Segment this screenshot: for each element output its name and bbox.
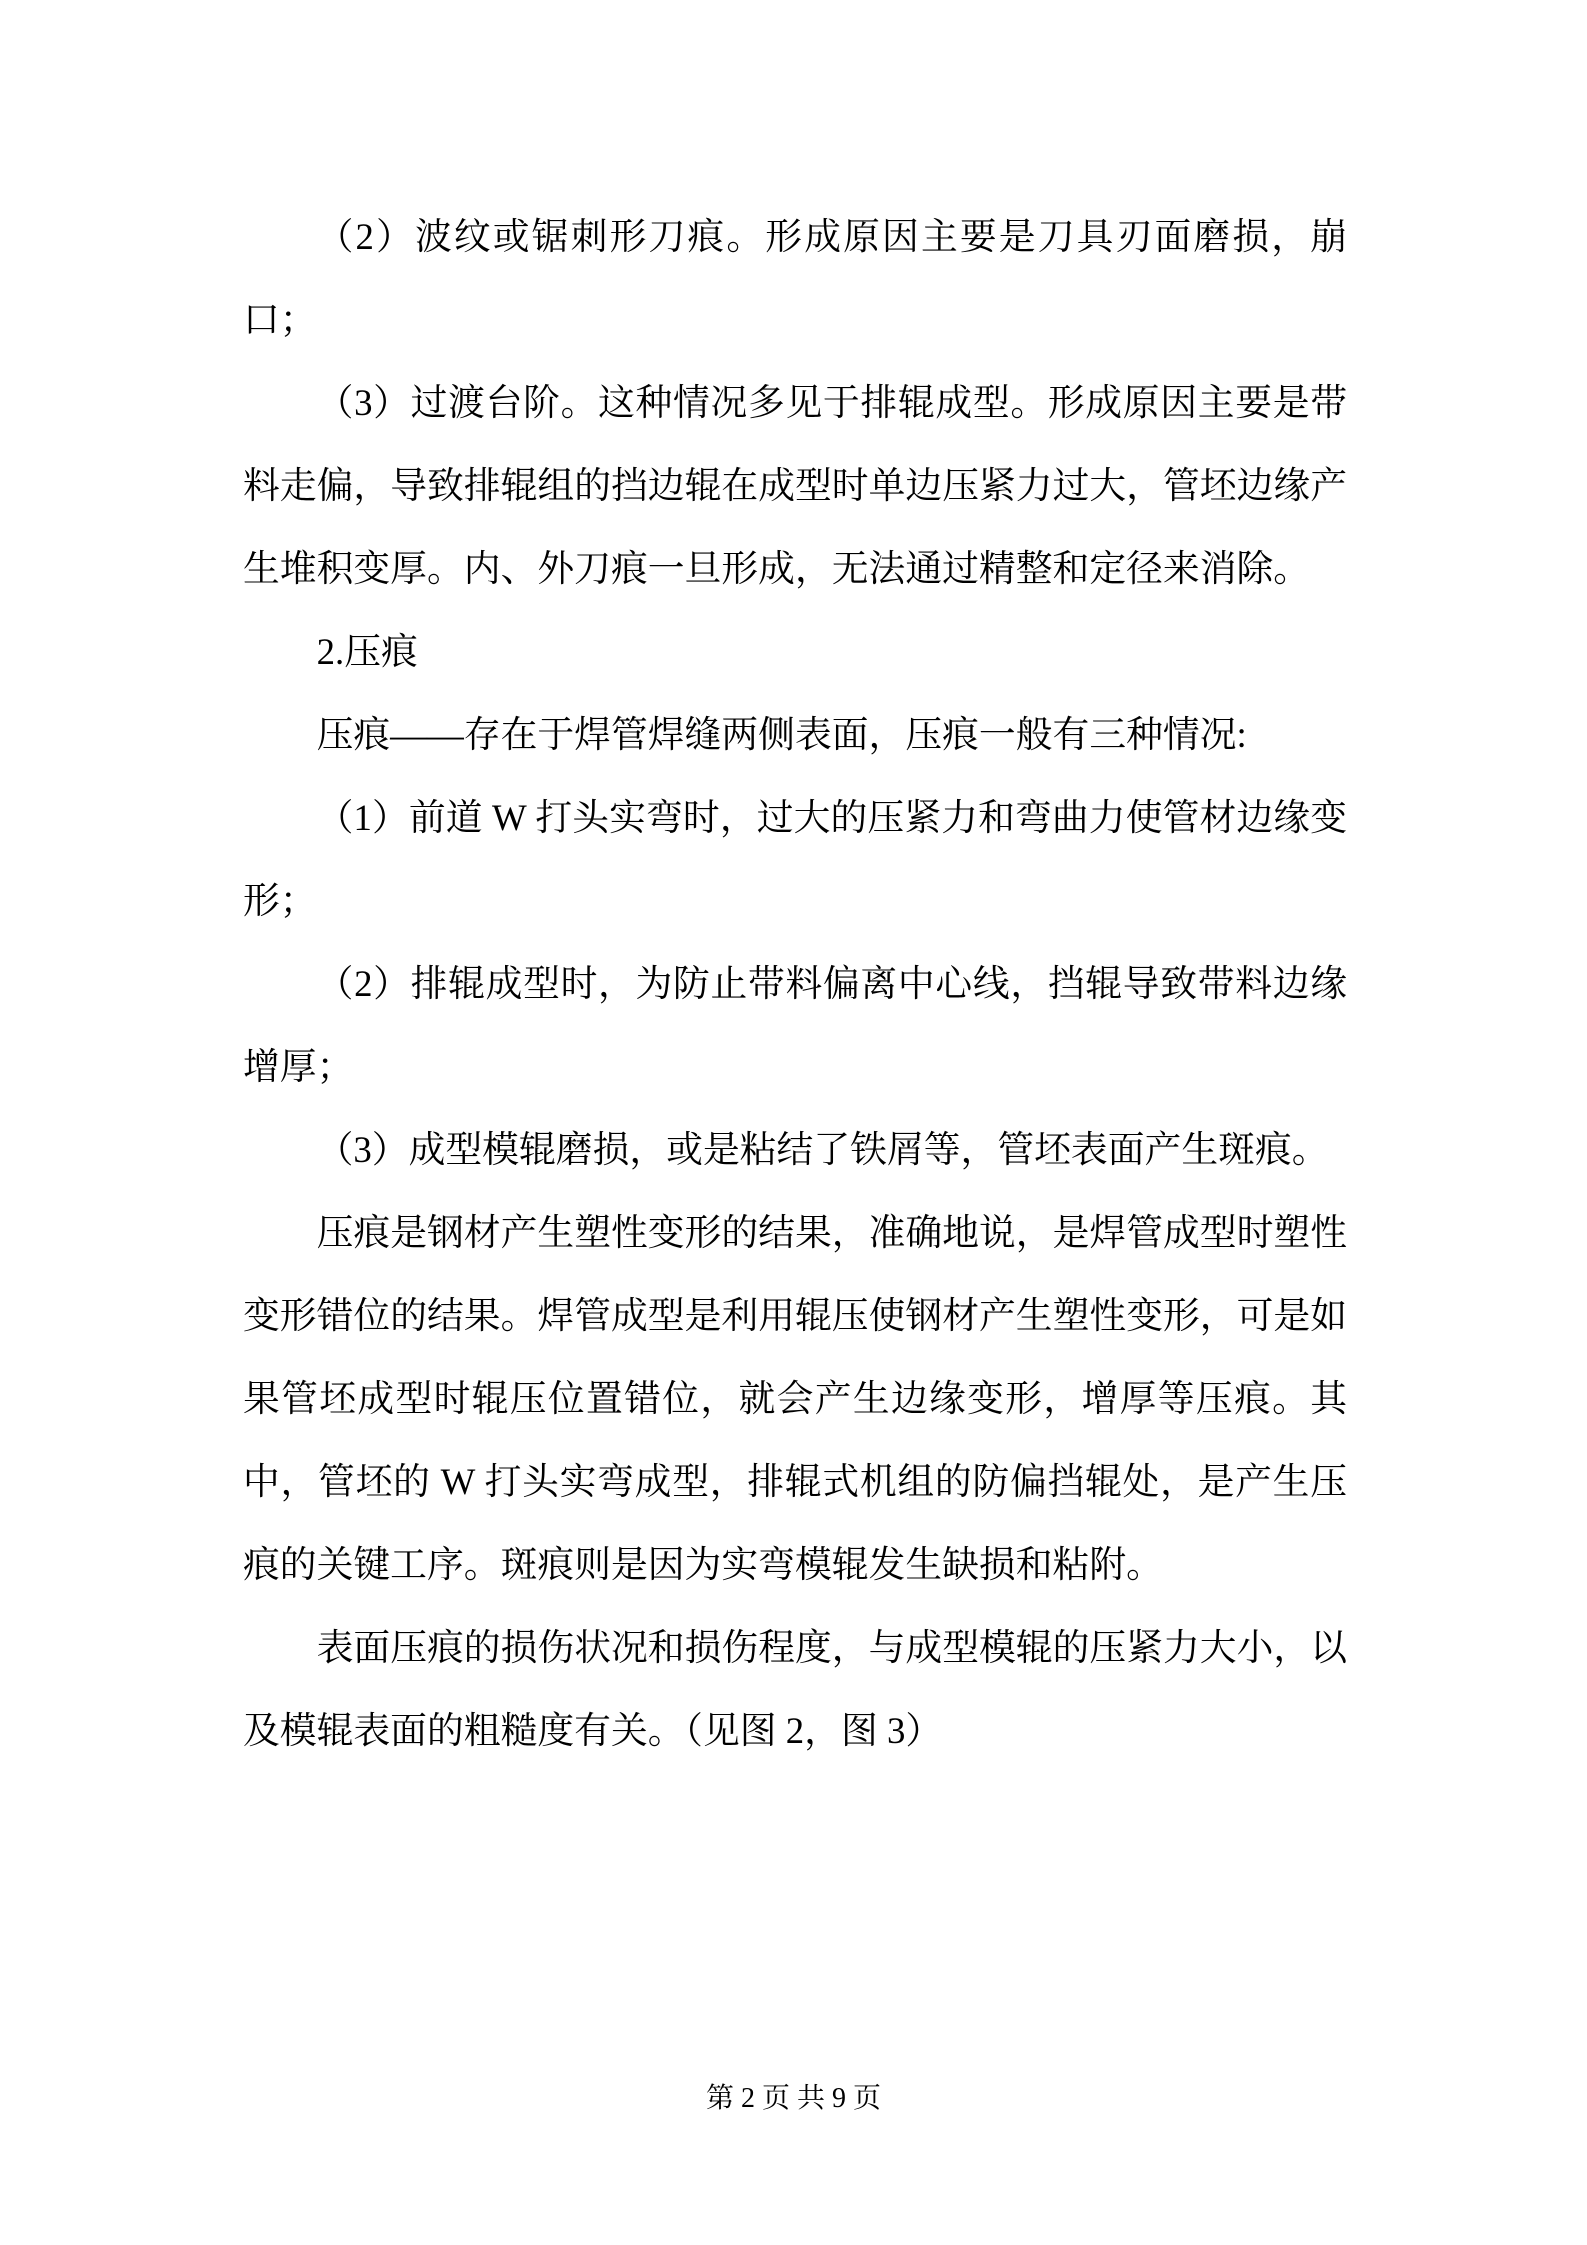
paragraph-indentation-case-1: （1）前道 W 打头实弯时，过大的压紧力和弯曲力使管材边缘变形； bbox=[243, 797, 1347, 921]
paragraph-tool-mark-type-3: （3）过渡台阶。这种情况多见于排辊成型。形成原因主要是带料走偏，导致排辊组的挡边辊在成型时单边压紧力过大，管坯边缘产生堆积变厚。内、外刀痕一旦形成，无法通过精整和定径来消除。 bbox=[243, 382, 1347, 589]
paragraph-tool-mark-type-2: （2）波纹或锯刺形刀痕。形成原因主要是刀具刃面磨损，崩口； bbox=[243, 216, 1347, 340]
paragraph-indentation-severity: 表面压痕的损伤状况和损伤程度，与成型模辊的压紧力大小，以及模辊表面的粗糙度有关。（见图 2，图 3） bbox=[243, 1627, 1347, 1751]
page-number-label: 第 2 页 共 9 页 bbox=[705, 2083, 881, 2114]
paragraph-indentation-case-3: （3）成型模辊磨损，或是粘结了铁屑等，管坯表面产生斑痕。 bbox=[316, 1129, 1329, 1170]
paragraph-indentation-intro: 压痕——存在于焊管焊缝两侧表面，压痕一般有三种情况: bbox=[316, 714, 1247, 755]
document-body bbox=[243, 195, 1347, 1772]
paragraph-indentation-analysis: 压痕是钢材产生塑性变形的结果，准确地说，是焊管成型时塑性变形错位的结果。焊管成型是利用辊压使钢材产生塑性变形，可是如果管坯成型时辊压位置错位，就会产生边缘变形，增厚等压痕。其中，管坯的 W 打头实弯成型，排辊式机组的防偏挡辊处，是产生压痕的关键工序。斑痕则是因为实弯模辊发生缺损和粘附。 bbox=[243, 1212, 1347, 1585]
paragraph-indentation-case-2: （2）排辊成型时，为防止带料偏离中心线，挡辊导致带料边缘增厚； bbox=[243, 963, 1347, 1087]
page-footer bbox=[0, 2083, 1587, 2115]
heading-indentation-section: 2.压痕 bbox=[316, 631, 418, 672]
